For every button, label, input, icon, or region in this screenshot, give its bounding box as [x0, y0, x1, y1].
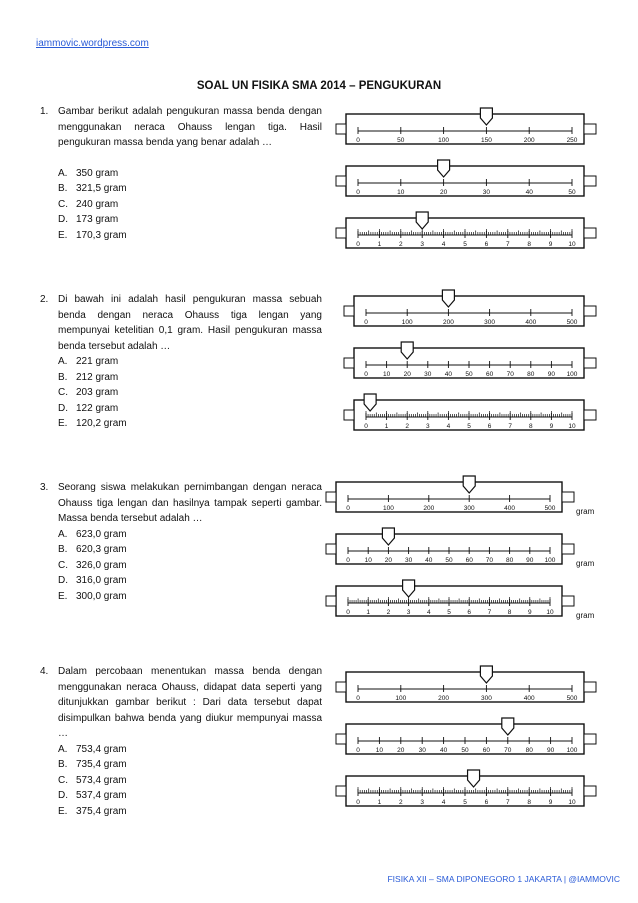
tick-label: 0 — [364, 423, 368, 430]
question-number: 2. — [40, 294, 49, 305]
unit-label: gram — [576, 611, 595, 620]
page-footer: FISIKA XII – SMA DIPONEGORO 1 JAKARTA | @IAMMOVIC — [387, 874, 620, 884]
beam-1 — [344, 290, 596, 326]
tick-label: 60 — [482, 747, 491, 754]
option-a: A. 221 gram — [58, 356, 119, 367]
question-number: 1. — [40, 106, 49, 117]
beam-end-right — [584, 786, 596, 796]
beam-end-left — [326, 596, 336, 606]
tick-label: 7 — [487, 609, 492, 616]
beam-bar — [346, 114, 584, 144]
question-2 — [40, 292, 322, 432]
tick-label: 100 — [395, 695, 407, 702]
tick-label: 10 — [568, 799, 576, 806]
option-a: A. 623,0 gram — [58, 528, 127, 540]
tick-label: 10 — [382, 371, 391, 378]
tick-label: 1 — [377, 799, 382, 806]
tick-label: 70 — [506, 371, 514, 378]
tick-label: 50 — [461, 747, 469, 754]
option-d: D. 173 gram — [58, 214, 119, 225]
option-c: C. 203 gram — [58, 387, 119, 398]
beam-end-left — [336, 124, 346, 134]
beam-bar — [346, 166, 584, 196]
question-text: Seorang siswa melakukan pernimbangan dengan neraca Ohauss tiga lengan dan hasilnya tampak seperti gambar. Massa benda tersebut adalah … — [58, 482, 322, 524]
tick-label: 20 — [384, 557, 393, 564]
tick-label: 6 — [484, 799, 489, 806]
tick-label: 0 — [364, 371, 368, 378]
beam-bar — [346, 672, 584, 702]
tick-label: 300 — [463, 505, 475, 512]
balance-figure-4 — [332, 664, 602, 824]
tick-label: 7 — [508, 423, 513, 430]
tick-label: 4 — [426, 609, 431, 616]
beam-end-right — [584, 176, 596, 186]
question-number: 3. — [40, 482, 49, 493]
beam-3 — [336, 212, 596, 248]
tick-label: 5 — [447, 609, 451, 616]
tick-label: 10 — [546, 609, 554, 616]
tick-label: 2 — [386, 609, 391, 616]
tick-label: 50 — [465, 371, 473, 378]
option-c: C. 573,4 gram — [58, 774, 127, 786]
tick-label: 8 — [527, 241, 532, 248]
beam-bar — [354, 296, 584, 326]
tick-label: 0 — [346, 557, 350, 564]
tick-label: 100 — [438, 137, 450, 144]
tick-label: 100 — [382, 505, 394, 512]
tick-label: 400 — [523, 695, 535, 702]
balance-figure-3 — [322, 474, 604, 634]
tick-label: 5 — [463, 241, 467, 248]
question-1 — [40, 104, 322, 243]
tick-label: 10 — [364, 557, 372, 564]
tick-label: 100 — [566, 747, 578, 754]
tick-label: 30 — [404, 557, 413, 564]
tick-label: 0 — [364, 319, 368, 326]
tick-label: 200 — [423, 505, 435, 512]
beam-2 — [344, 342, 596, 378]
tick-label: 200 — [438, 695, 450, 702]
option-b: B. 321,5 gram — [58, 183, 127, 194]
tick-label: 5 — [463, 799, 467, 806]
question-text: Gambar berikut adalah pengukuran massa benda dengan menggunakan neraca Ohauss lengan tiga. Hasil pengukuran massa benda yang benar adalah … — [58, 106, 322, 148]
tick-label: 9 — [549, 423, 554, 430]
tick-label: 2 — [405, 423, 410, 430]
question-3 — [40, 480, 322, 604]
tick-label: 30 — [482, 189, 491, 196]
tick-label: 5 — [467, 423, 471, 430]
tick-label: 90 — [546, 747, 555, 754]
option-e: E. 120,2 gram — [58, 418, 127, 429]
tick-label: 60 — [465, 557, 473, 564]
beam-end-left — [336, 682, 346, 692]
option-e: E. 170,3 gram — [58, 229, 127, 241]
beam-1 — [336, 108, 596, 144]
beam-end-left — [344, 410, 354, 420]
beam-2 — [336, 160, 596, 196]
tick-label: 10 — [375, 747, 384, 754]
tick-label: 80 — [525, 747, 533, 754]
balance-figure-1 — [332, 106, 602, 266]
tick-label: 10 — [397, 189, 405, 196]
tick-label: 200 — [442, 319, 454, 326]
tick-label: 9 — [548, 799, 553, 806]
beam-end-left — [326, 544, 336, 554]
tick-label: 0 — [356, 695, 360, 702]
tick-label: 300 — [484, 319, 496, 326]
tick-label: 300 — [480, 695, 492, 702]
beam-bar — [336, 482, 562, 512]
option-d: D. 316,0 gram — [58, 575, 127, 586]
beam-end-left — [344, 358, 354, 368]
tick-label: 70 — [485, 557, 494, 564]
tick-label: 40 — [439, 747, 448, 754]
option-d: D. 122 gram — [58, 402, 119, 414]
question-text: Di bawah ini adalah hasil pengukuran massa sebuah benda dengan neraca Ohauss tiga lengan yang mempunyai ketelitian 0,1 gram. Hasil pengukuran massa benda tersebut adalah … — [58, 294, 322, 352]
tick-label: 0 — [356, 137, 360, 144]
option-a: A. 753,4 gram — [58, 743, 127, 755]
blog-link[interactable]: iammovic.wordpress.com — [36, 38, 149, 49]
tick-label: 1 — [366, 609, 371, 616]
beam-2 — [336, 718, 596, 754]
tick-label: 4 — [446, 423, 451, 430]
unit-label: gram — [576, 559, 595, 568]
tick-label: 8 — [507, 609, 512, 616]
tick-label: 9 — [527, 609, 532, 616]
tick-label: 1 — [384, 423, 389, 430]
tick-label: 20 — [403, 371, 411, 378]
tick-label: 9 — [548, 241, 553, 248]
tick-label: 250 — [566, 137, 578, 144]
option-e: E. 300,0 gram — [58, 590, 127, 602]
tick-label: 0 — [356, 747, 360, 754]
tick-label: 30 — [418, 747, 426, 754]
tick-label: 500 — [544, 505, 556, 512]
tick-label: 90 — [526, 557, 534, 564]
tick-label: 500 — [566, 319, 578, 326]
beam-end-left — [344, 306, 354, 316]
tick-label: 80 — [505, 557, 514, 564]
tick-label: 4 — [441, 799, 446, 806]
tick-label: 2 — [398, 799, 403, 806]
tick-label: 20 — [439, 189, 448, 196]
question-number: 4. — [40, 666, 49, 677]
tick-label: 70 — [504, 747, 512, 754]
tick-label: 8 — [528, 423, 533, 430]
tick-label: 0 — [346, 609, 350, 616]
beam-end-right — [584, 410, 596, 420]
tick-label: 50 — [397, 137, 405, 144]
tick-label: 2 — [398, 241, 403, 248]
option-c: C. 326,0 gram — [58, 559, 127, 571]
tick-label: 3 — [425, 423, 430, 430]
tick-label: 400 — [504, 505, 516, 512]
tick-label: 60 — [485, 371, 494, 378]
tick-label: 10 — [568, 423, 576, 430]
beam-3 — [336, 770, 596, 806]
beam-end-left — [336, 228, 346, 238]
beam-end-right — [562, 544, 574, 554]
beam-end-right — [584, 682, 596, 692]
tick-label: 0 — [356, 241, 360, 248]
tick-label: 20 — [397, 747, 405, 754]
beam-end-left — [336, 786, 346, 796]
option-e: E. 375,4 gram — [58, 805, 127, 817]
option-d: D. 537,4 gram — [58, 790, 127, 801]
beam-3 — [344, 394, 596, 430]
tick-label: 50 — [568, 189, 576, 196]
tick-label: 500 — [566, 695, 578, 702]
beam-1 — [336, 666, 596, 702]
beam-3 — [326, 580, 595, 620]
tick-label: 80 — [527, 371, 535, 378]
beam-end-right — [584, 734, 596, 744]
tick-label: 6 — [487, 423, 492, 430]
tick-label: 150 — [480, 137, 492, 144]
beam-end-right — [584, 124, 596, 134]
tick-label: 3 — [420, 241, 425, 248]
tick-label: 100 — [401, 319, 413, 326]
tick-label: 4 — [441, 241, 446, 248]
tick-label: 1 — [377, 241, 382, 248]
tick-label: 0 — [346, 505, 350, 512]
tick-label: 0 — [356, 799, 360, 806]
unit-label: gram — [576, 507, 595, 516]
beam-end-right — [562, 596, 574, 606]
tick-label: 7 — [505, 241, 510, 248]
option-c: C. 240 gram — [58, 198, 119, 210]
tick-label: 100 — [544, 557, 556, 564]
balance-figure-2 — [340, 288, 602, 450]
tick-label: 3 — [406, 609, 411, 616]
tick-label: 40 — [425, 557, 433, 564]
tick-label: 30 — [424, 371, 432, 378]
tick-label: 200 — [523, 137, 535, 144]
beam-end-left — [336, 734, 346, 744]
beam-end-left — [326, 492, 336, 502]
beam-1 — [326, 476, 595, 516]
page-title: SOAL UN FISIKA SMA 2014 – PENGUKURAN — [196, 80, 442, 92]
tick-label: 6 — [484, 241, 489, 248]
beam-end-right — [584, 358, 596, 368]
beam-end-right — [562, 492, 574, 502]
tick-label: 40 — [444, 371, 453, 378]
tick-label: 7 — [505, 799, 510, 806]
tick-label: 0 — [356, 189, 360, 196]
tick-label: 90 — [547, 371, 556, 378]
beam-end-right — [584, 228, 596, 238]
option-b: B. 212 gram — [58, 371, 119, 383]
tick-label: 6 — [467, 609, 472, 616]
tick-label: 40 — [525, 189, 533, 196]
tick-label: 100 — [566, 371, 578, 378]
tick-label: 50 — [445, 557, 453, 564]
tick-label: 3 — [420, 799, 425, 806]
question-text: Dalam percobaan menentukan massa benda dengan menggunakan neraca Ohauss, didapat data seperti yang ditunjukkan gambar berikut : Dari data tersebut dapat disimpulkan bahwa benda yang diukur mempunyai massa … — [58, 666, 322, 739]
option-a: A. 350 gram — [58, 167, 119, 179]
beam-end-left — [336, 176, 346, 186]
beam-end-right — [584, 306, 596, 316]
option-b: B. 735,4 gram — [58, 759, 127, 770]
option-b: B. 620,3 gram — [58, 544, 127, 555]
tick-label: 400 — [525, 319, 537, 326]
tick-label: 8 — [527, 799, 532, 806]
question-4 — [40, 664, 322, 819]
beam-2 — [326, 528, 595, 568]
tick-label: 10 — [568, 241, 576, 248]
